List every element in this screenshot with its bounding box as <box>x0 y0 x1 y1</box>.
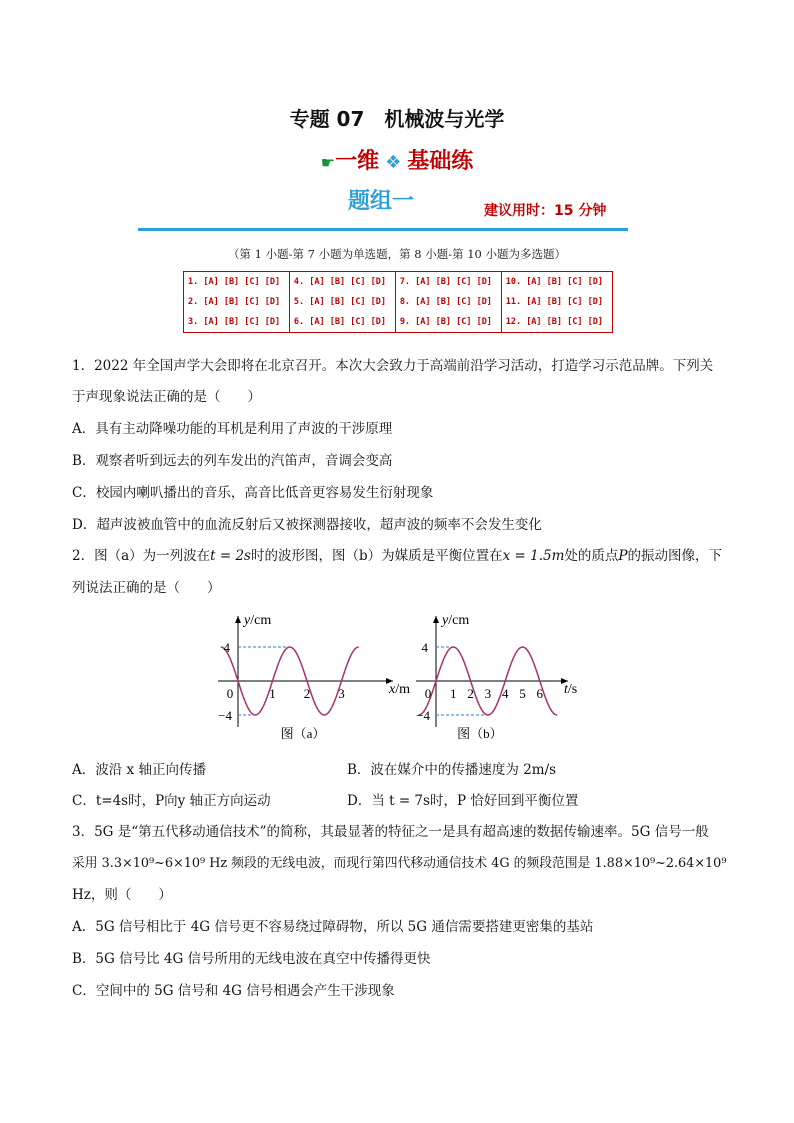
y-tick-label: 4 <box>421 640 428 655</box>
figure-caption: 图（a） <box>280 726 326 741</box>
q2-x-eq: x = 1.5m <box>502 548 565 564</box>
x-tick-label: 0 <box>226 686 234 701</box>
q1-stem-line2: 于声现象说法正确的是（ ） <box>72 389 261 405</box>
diamond-icon: ❖ <box>385 152 402 173</box>
q1-stem-line1: 1．2022 年全国声学大会即将在北京召开。本次大会致力于高端前沿学习活动，打造学习示范品牌。下列关 <box>72 358 714 374</box>
section-subtitle <box>0 144 794 175</box>
y-tick-label: −4 <box>218 708 232 723</box>
q1-option-d[interactable]: D．超声波被血管中的血流反射后又被探测器接收，超声波的频率不会发生变化 <box>72 517 542 533</box>
x-axis-label: x/m <box>389 682 410 697</box>
answer-cell[interactable]: 5. [A] [B] [C] [D] <box>289 292 395 312</box>
y-tick-label: 4 <box>223 640 230 655</box>
figure-b <box>398 606 583 750</box>
x-tick-label: 2 <box>303 686 311 701</box>
answer-row <box>184 312 613 333</box>
subtitle-left: 一维 <box>335 149 380 174</box>
q3-option-a[interactable]: A．5G 信号相比于 4G 信号更不容易绕过障碍物，所以 5G 通信需要搭建更密集的基站 <box>72 919 594 935</box>
answer-row <box>184 292 613 312</box>
answer-row <box>184 272 613 293</box>
answer-cell[interactable]: 2. [A] [B] [C] [D] <box>184 292 290 312</box>
vibration-graph-b <box>398 606 583 746</box>
header-divider <box>138 228 628 231</box>
q2-option-d[interactable]: D．当 t = 7s时，P 恰好回到平衡位置 <box>347 793 579 809</box>
q3-stem-line2: 采用 3.3×10⁹~6×10⁹ Hz 频段的无线电波，而现行第四代移动通信技术 4G 的频段范围是 1.88×10⁹~2.64×10⁹ <box>72 856 727 871</box>
figure-a <box>215 606 410 750</box>
answer-cell[interactable]: 8. [A] [B] [C] [D] <box>395 292 501 312</box>
answer-cell[interactable]: 12. [A] [B] [C] [D] <box>501 312 612 333</box>
q1-option-a[interactable]: A．具有主动降噪功能的耳机是利用了声波的干涉原理 <box>72 421 393 437</box>
question-type-note: （第 1 小题-第 7 小题为单选题，第 8 小题-第 10 小题为多选题） <box>227 247 567 261</box>
q3-option-b[interactable]: B．5G 信号比 4G 信号所用的无线电波在真空中传播得更快 <box>72 951 431 967</box>
x-tick-label: 1 <box>450 686 457 701</box>
q3-stem-line1: 3．5G 是“第五代移动通信技术”的简称，其最显著的特征之一是具有超高速的数据传输速率。5G 信号一般 <box>72 824 709 840</box>
q1-option-b[interactable]: B．观察者听到远去的列车发出的汽笛声，音调会变高 <box>72 453 393 469</box>
y-axis-label: y/cm <box>442 613 470 628</box>
q2-stem-b: 时的波形图，图（b）为媒质是平衡位置在 <box>250 548 503 564</box>
q3-option-c[interactable]: C．空间中的 5G 信号和 4G 信号相遇会产生干涉现象 <box>72 983 395 999</box>
q2-stem-line1 <box>72 546 732 566</box>
x-tick-label: 4 <box>501 686 509 701</box>
answer-cell[interactable]: 7. [A] [B] [C] [D] <box>395 272 501 293</box>
q2-option-a[interactable]: A．波沿 x 轴正向传播 <box>72 762 206 778</box>
wave-graph-a <box>215 606 410 746</box>
suggested-time: 建议用时：15 分钟 <box>484 203 607 219</box>
q1-option-c[interactable]: C．校园内喇叭播出的音乐，高音比低音更容易发生衍射现象 <box>72 485 434 501</box>
pointing-hand-icon: ☛ <box>320 153 336 172</box>
x-tick-label: 0 <box>424 686 432 701</box>
page-title: 专题 07 机械波与光学 <box>289 107 505 131</box>
x-tick-label: 5 <box>519 686 526 701</box>
answer-cell[interactable]: 3. [A] [B] [C] [D] <box>184 312 290 333</box>
answer-cell[interactable]: 4. [A] [B] [C] [D] <box>289 272 395 293</box>
answer-cell[interactable]: 11. [A] [B] [C] [D] <box>501 292 612 312</box>
y-tick-label: −4 <box>416 708 430 723</box>
answer-cell[interactable]: 9. [A] [B] [C] [D] <box>395 312 501 333</box>
q2-point-p: P <box>618 548 628 564</box>
group-label: 题组一 <box>348 189 415 214</box>
y-axis-arrow <box>235 616 241 623</box>
answer-cell[interactable]: 6. [A] [B] [C] [D] <box>289 312 395 333</box>
q2-stem-d: 的振动图像，下 <box>627 548 723 564</box>
y-axis-label: y/cm <box>244 613 272 628</box>
x-axis-label: t/s <box>564 682 578 697</box>
q2-stem-c: 处的质点 <box>564 548 619 564</box>
q3-stem-line3: Hz，则（ ） <box>72 887 172 903</box>
answer-cell[interactable]: 10. [A] [B] [C] [D] <box>501 272 612 293</box>
x-tick-label: 1 <box>269 686 276 701</box>
figure-caption: 图（b） <box>457 726 503 741</box>
answer-cell[interactable]: 1. [A] [B] [C] [D] <box>184 272 290 293</box>
q2-t-eq: t = 2s <box>210 548 251 564</box>
q2-stem-line2: 列说法正确的是（ ） <box>72 580 221 596</box>
q2-option-c[interactable]: C．t=4s时，P向y 轴正方向运动 <box>72 793 271 809</box>
answer-sheet <box>183 271 613 333</box>
subtitle-right: 基础练 <box>407 149 474 174</box>
y-axis-arrow <box>433 616 439 623</box>
x-tick-label: 6 <box>536 686 544 701</box>
x-tick-label: 3 <box>484 686 492 701</box>
q2-option-b[interactable]: B．波在媒介中的传播速度为 2m/s <box>347 762 557 778</box>
q2-stem-a: 2．图（a）为一列波在 <box>72 548 211 564</box>
x-tick-label: 2 <box>467 686 474 701</box>
x-tick-label: 3 <box>338 686 345 701</box>
